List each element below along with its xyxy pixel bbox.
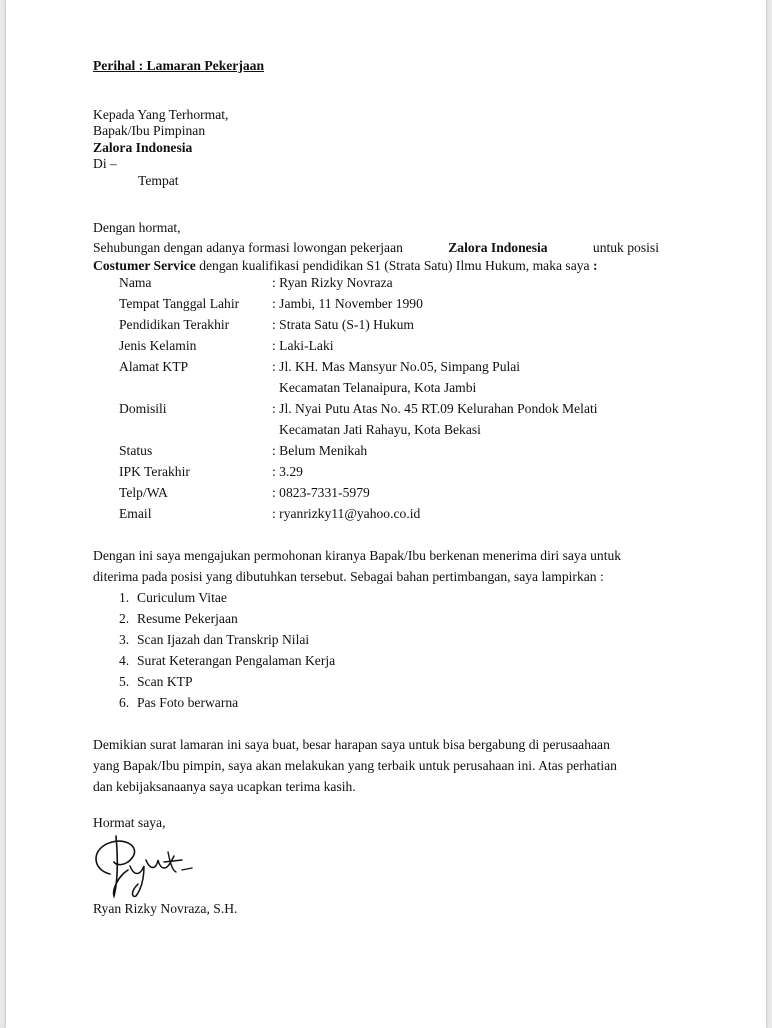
detail-value-ipk: : 3.29 xyxy=(272,464,303,479)
detail-value-ttl: : Jambi, 11 November 1990 xyxy=(272,296,423,311)
recipient-line-1: Kepada Yang Terhormat, xyxy=(93,107,229,122)
detail-label-domisili: Domisili xyxy=(119,401,167,416)
detail-value-pendidikan: : Strata Satu (S-1) Hukum xyxy=(272,317,414,332)
closing-line-2: yang Bapak/Ibu pimpin, saya akan melakukan yang terbaik untuk perusahaan ini. Atas perhatian xyxy=(93,758,617,773)
detail-label-telp: Telp/WA xyxy=(119,485,168,500)
attachment-item-2: Resume Pekerjaan xyxy=(137,611,238,626)
intro-text-3: dengan kualifikasi pendidikan S1 (Strata Satu) Ilmu Hukum, maka saya xyxy=(199,258,590,273)
signoff: Hormat saya, xyxy=(93,815,166,830)
intro-line-1 xyxy=(93,240,659,256)
subject-line: Perihal : Lamaran Pekerjaan xyxy=(93,58,265,73)
handwritten-signature-icon xyxy=(88,826,198,901)
detail-value-telp: : 0823-7331-5979 xyxy=(272,485,370,500)
attachment-num-2: 2. xyxy=(119,611,130,626)
detail-value-kelamin: : Laki-Laki xyxy=(272,338,334,353)
greeting: Dengan hormat, xyxy=(93,220,181,235)
detail-label-pendidikan: Pendidikan Terakhir xyxy=(119,317,230,332)
closing-line-3: dan kebijaksanaanya saya ucapkan terima kasih. xyxy=(93,779,356,794)
detail-value-alamat-2: Kecamatan Telanaipura, Kota Jambi xyxy=(279,380,477,395)
detail-value-domisili: : Jl. Nyai Putu Atas No. 45 RT.09 Kelurahan Pondok Melati xyxy=(272,401,598,416)
intro-text-1: Sehubungan dengan adanya formasi lowongan pekerjaan xyxy=(93,240,403,255)
detail-label-alamat: Alamat KTP xyxy=(119,359,189,374)
intro-position: Costumer Service xyxy=(93,258,196,273)
intro-line-2 xyxy=(93,258,598,274)
detail-value-email: : ryanrizky11@yahoo.co.id xyxy=(272,506,421,521)
signer-name: Ryan Rizky Novraza, S.H. xyxy=(93,901,238,916)
detail-value-nama: : Ryan Rizky Novraza xyxy=(272,275,393,290)
request-line-1: Dengan ini saya mengajukan permohonan kiranya Bapak/Ibu berkenan menerima diri saya untuk xyxy=(93,548,622,563)
attachment-item-5: Scan KTP xyxy=(137,674,193,689)
intro-text-2: untuk posisi xyxy=(592,240,659,255)
detail-value-status: : Belum Menikah xyxy=(272,443,368,458)
attachment-num-6: 6. xyxy=(119,695,130,710)
closing-line-1: Demikian surat lamaran ini saya buat, besar harapan saya untuk bisa bergabung di perusaahaan xyxy=(93,737,610,752)
detail-label-kelamin: Jenis Kelamin xyxy=(119,338,197,353)
detail-label-nama: Nama xyxy=(119,275,152,290)
intro-colon: : xyxy=(592,258,598,273)
recipient-place: Tempat xyxy=(138,173,179,188)
detail-label-ipk: IPK Terakhir xyxy=(119,464,190,479)
letter-page xyxy=(6,0,766,1028)
attachment-item-1: Curiculum Vitae xyxy=(137,590,227,605)
intro-company: Zalora Indonesia xyxy=(448,240,548,255)
recipient-line-4: Di – xyxy=(93,156,117,171)
request-line-2: diterima pada posisi yang dibutuhkan tersebut. Sebagai bahan pertimbangan, saya lampirkan : xyxy=(93,569,604,584)
recipient-company: Zalora Indonesia xyxy=(93,140,193,155)
attachment-item-4: Surat Keterangan Pengalaman Kerja xyxy=(137,653,336,668)
attachment-num-1: 1. xyxy=(119,590,130,605)
detail-label-status: Status xyxy=(119,443,153,458)
recipient-line-2: Bapak/Ibu Pimpinan xyxy=(93,123,206,138)
detail-value-alamat: : Jl. KH. Mas Mansyur No.05, Simpang Pulai xyxy=(272,359,521,374)
detail-label-email: Email xyxy=(119,506,152,521)
attachment-item-3: Scan Ijazah dan Transkrip Nilai xyxy=(137,632,310,647)
attachment-num-4: 4. xyxy=(119,653,130,668)
attachment-item-6: Pas Foto berwarna xyxy=(137,695,239,710)
attachment-num-5: 5. xyxy=(119,674,130,689)
attachment-num-3: 3. xyxy=(119,632,130,647)
detail-label-ttl: Tempat Tanggal Lahir xyxy=(119,296,240,311)
detail-value-domisili-2: Kecamatan Jati Rahayu, Kota Bekasi xyxy=(279,422,481,437)
